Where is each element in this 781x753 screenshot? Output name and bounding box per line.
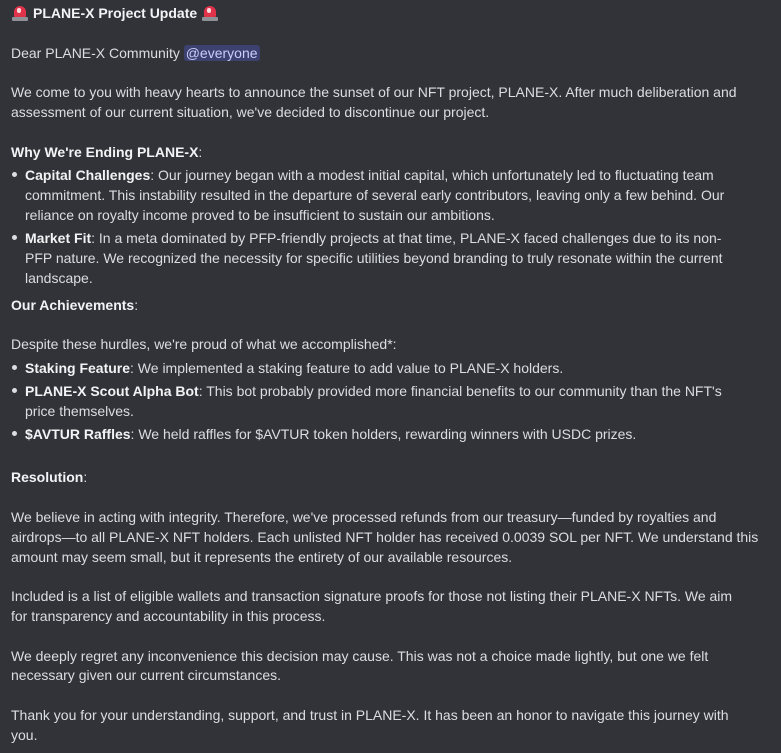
- resolution-heading-text: Resolution: [11, 469, 84, 485]
- message-title: [11, 3, 219, 23]
- list-item-staking: [25, 358, 563, 378]
- siren-icon: [11, 4, 29, 22]
- list-item-raffles: [25, 424, 636, 444]
- resolution-p1-line-3: amount may seem small, but it represents the entirety of our available resources.: [11, 549, 513, 565]
- list-item-text: : We implemented a staking feature to add value to PLANE-X holders.: [130, 360, 564, 376]
- list-item-label: $AVTUR Raffles: [25, 426, 131, 442]
- resolution-p1-line-2: airdrops—to all PLANE-X NFT holders. Each unlisted NFT holder has received 0.0039 SOL per NFT. We understand this: [11, 529, 759, 545]
- list-item-text: : Our journey began with a modest initial capital, which unfortunately led to fluctuating team: [150, 167, 714, 183]
- intro-line-1: We come to you with heavy hearts to announce the sunset of our NFT project, PLANE-X. After much deliberation and: [11, 84, 737, 100]
- resolution-p2-line-2: for transparency and accountability in this process.: [11, 608, 326, 624]
- greeting-text: Dear PLANE-X Community: [11, 45, 184, 61]
- everyone-mention[interactable]: @everyone: [185, 45, 258, 61]
- list-item-label: Staking Feature: [25, 360, 131, 376]
- resolution-p4-line-1: Thank you for your understanding, support, and trust in PLANE-X. It has been an honor to navigate this journey with: [11, 707, 729, 723]
- list-item-market-line-2: PFP nature. We recognized the necessity for specific utilities beyond branding to truly resonate within the current: [25, 250, 723, 266]
- achievements-heading-text: Our Achievements: [11, 297, 135, 313]
- list-item-market-line-1: [25, 228, 721, 248]
- list-item-label: PLANE-X Scout Alpha Bot: [25, 383, 199, 399]
- list-item-text: : This bot probably provided more financial benefits to our community than the NFT's: [198, 383, 722, 399]
- achievements-heading-colon: :: [134, 297, 139, 313]
- siren-icon: [201, 4, 219, 22]
- list-item-capital-line-3: reliance on royalty income proved to be insufficient to sustain our ambitions.: [25, 207, 495, 223]
- list-item-label: Market Fit: [25, 230, 92, 246]
- resolution-p2-line-1: Included is a list of eligible wallets and transaction signature proofs for those not listing their PLANE-X NFTs. We aim: [11, 588, 733, 604]
- resolution-heading-colon: :: [83, 469, 88, 485]
- resolution-p4-line-2: you.: [11, 727, 38, 743]
- section-heading-resolution: [11, 467, 87, 487]
- bullet-icon: [12, 431, 17, 436]
- bullet-icon: [12, 172, 17, 177]
- bullet-icon: [12, 388, 17, 393]
- list-item-scout-line-1: [25, 381, 722, 401]
- list-item-text: : In a meta dominated by PFP-friendly projects at that time, PLANE-X faced challenges due to its non-: [91, 230, 722, 246]
- intro-line-2: assessment of our current situation, we've decided to discontinue our project.: [11, 104, 490, 120]
- resolution-p1-line-1: We believe in acting with integrity. Therefore, we've processed refunds from our treasury—funded by royalties and: [11, 509, 717, 525]
- title-text: PLANE-X Project Update: [33, 5, 198, 21]
- list-item-market-line-3: landscape.: [25, 270, 93, 286]
- resolution-p3-line-2: necessary given our current circumstances.: [11, 667, 281, 683]
- section-heading-achievements: [11, 295, 138, 315]
- why-heading-text: Why We're Ending PLANE-X: [11, 144, 199, 160]
- list-item-label: Capital Challenges: [25, 167, 151, 183]
- list-item-text: : We held raffles for $AVTUR token holders, rewarding winners with USDC prizes.: [130, 426, 637, 442]
- bullet-icon: [12, 235, 17, 240]
- bullet-icon: [12, 365, 17, 370]
- achievements-intro: Despite these hurdles, we're proud of what we accomplished*:: [11, 336, 397, 352]
- list-item-capital-line-2: commitment. This instability resulted in the departure of several early contributors, leaving only a few behind. Our: [25, 187, 725, 203]
- greeting-line: [11, 43, 260, 63]
- resolution-p3-line-1: We deeply regret any inconvenience this decision may cause. This was not a choice made lightly, but one we felt: [11, 648, 709, 664]
- list-item-capital-line-1: [25, 165, 714, 185]
- list-item-scout-line-2: price themselves.: [25, 403, 134, 419]
- why-heading-colon: :: [198, 144, 203, 160]
- section-heading-why: [11, 142, 202, 162]
